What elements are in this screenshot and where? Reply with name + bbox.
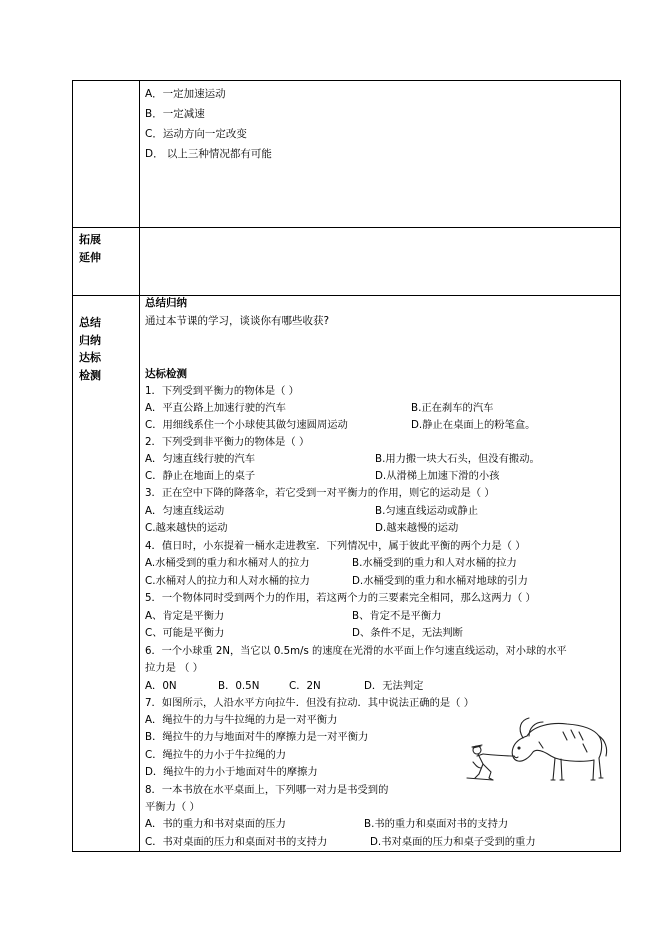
q8-stem-line2: 平衡力（ ） (145, 801, 200, 813)
option-b: B．一定减速 (145, 108, 205, 120)
q2-option-a: A．匀速直线行驶的汽车 (145, 453, 256, 465)
table-row-divider (72, 295, 621, 296)
label-line: 延伸 (79, 250, 101, 264)
q5-option-d: D、条件不足，无法判断 (352, 627, 463, 639)
q3-option-a: A．匀速直线运动 (145, 505, 225, 517)
q1-option-d: D.静止在桌面上的粉笔盒。 (411, 419, 536, 431)
q2-option-d: D.从滑梯上加速下滑的小孩 (375, 470, 500, 482)
q3-option-c: C.越来越快的运动 (145, 522, 228, 534)
option-a: A．一定加速运动 (145, 88, 226, 100)
label-line: 达标 (79, 351, 101, 364)
q7-option-c: C．绳拉牛的力小于牛拉绳的力 (145, 749, 287, 761)
table-column-divider (139, 80, 140, 852)
q6-option-d: D．无法判定 (364, 680, 424, 692)
q8-option-d: D.书对桌面的压力和桌子受到的重力 (370, 836, 536, 848)
option-c: C．运动方向一定改变 (145, 128, 247, 140)
q1-option-a: A．平直公路上加速行驶的汽车 (145, 402, 286, 414)
q7-option-a: A．绳拉牛的力与牛拉绳的力是一对平衡力 (145, 714, 338, 726)
extension-label (79, 231, 133, 266)
q3-option-d: D.越来越慢的运动 (375, 522, 459, 534)
test-title: 达标检测 (145, 368, 187, 380)
q6-stem-line2: 拉力是 （ ） (145, 662, 204, 674)
q6-option-b: B．0.5N (218, 680, 260, 692)
table-border-bottom (72, 851, 621, 852)
table-border-left (72, 80, 73, 852)
q1-stem: 1．下列受到平衡力的物体是（ ） (145, 385, 299, 397)
table-border-right (620, 80, 621, 852)
q6-stem-line1: 6．一个小球重 2N，当它以 0.5m/s 的速度在光滑的水平面上作匀速直线运动，对小球的水平 (145, 646, 567, 657)
summary-prompt: 通过本节课的学习，谈谈你有哪些收获? (145, 315, 330, 327)
table-row-divider (72, 227, 621, 228)
label-line: 归纳 (79, 333, 101, 347)
summary-test-label (79, 314, 133, 384)
q8-option-b: B.书的重力和桌面对书的支持力 (364, 818, 509, 830)
option-d: D． 以上三种情况都有可能 (145, 148, 272, 160)
q8-stem-line1: 8．一本书放在水平桌面上，下列哪一对力是书受到的 (145, 784, 389, 796)
q5-option-b: B、肯定不是平衡力 (352, 610, 442, 622)
q4-option-c: C.水桶对人的拉力和人对水桶的拉力 (145, 575, 310, 587)
q4-stem: 4．值日时，小东提着一桶水走进教室．下列情况中，属于彼此平衡的两个力是（ ） (145, 540, 526, 552)
q4-option-a: A.水桶受到的重力和水桶对人的拉力 (145, 557, 310, 569)
q7-option-d: D．绳拉牛的力小于地面对牛的摩擦力 (145, 766, 318, 778)
q5-stem: 5．一个物体同时受到两个力的作用，若这两个力的三要素完全相同，那么这两力（ ） (145, 592, 536, 604)
label-line: 检测 (79, 368, 101, 382)
q7-option-b: B．绳拉牛的力与地面对牛的摩擦力是一对平衡力 (145, 731, 369, 743)
label-line: 拓展 (79, 233, 101, 246)
q3-option-b: B.匀速直线运动或静止 (375, 505, 479, 517)
q2-option-b: B.用力搬一块大石头，但没有搬动。 (375, 453, 540, 465)
q4-option-d: D.水桶受到的重力和水桶对地球的引力 (352, 575, 528, 587)
q8-option-c: C．书对桌面的压力和桌面对书的支持力 (145, 836, 328, 848)
table-border-top (72, 80, 621, 81)
q5-option-c: C、可能是平衡力 (145, 627, 225, 639)
q8-option-a: A．书的重力和书对桌面的压力 (145, 818, 286, 830)
q1-option-b: B.正在刹车的汽车 (411, 402, 494, 414)
q3-stem: 3．正在空中下降的降落伞，若它受到一对平衡力的作用，则它的运动是（ ） (145, 487, 495, 499)
person-pulling-ox-illustration (463, 712, 613, 794)
q6-option-c: C．2N (289, 680, 321, 692)
q2-stem: 2．下列受到非平衡力的物体是（ ） (145, 436, 310, 448)
q5-option-a: A、肯定是平衡力 (145, 610, 225, 622)
q6-option-a: A．0N (145, 680, 177, 692)
q2-option-c: C．静止在地面上的桌子 (145, 470, 256, 482)
summary-title: 总结归纳 (145, 297, 187, 309)
label-line: 总结 (79, 316, 101, 329)
q4-option-b: B.水桶受到的重力和人对水桶的拉力 (352, 557, 517, 569)
q1-option-c: C．用细线系住一个小球使其做匀速圆周运动 (145, 419, 348, 431)
q7-stem: 7．如图所示，人沿水平方向拉牛．但没有拉动．其中说法正确的是（ ） (145, 697, 475, 709)
